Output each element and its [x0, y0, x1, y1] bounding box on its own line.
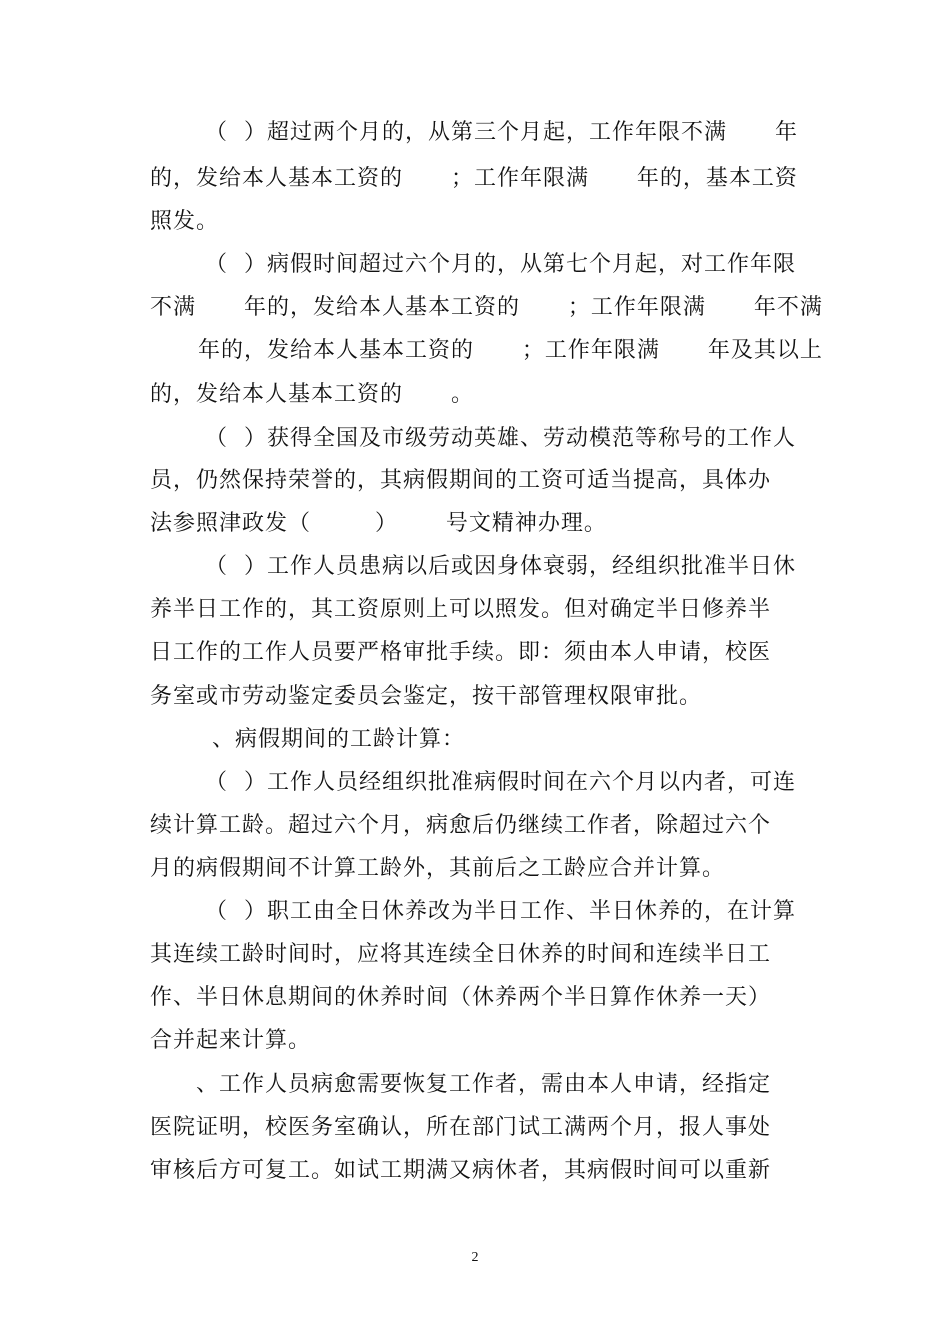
text-line: （ ）职工由全日休养改为半日工作、半日休养的，在计算 [205, 899, 796, 924]
text-line: 日工作的工作人员要严格审批手续。即：须由本人申请，校医 [150, 640, 772, 665]
text-line: 年的，发给本人基本工资的 ；工作年限满 年及其以上 [150, 338, 823, 363]
text-line: 作、半日休息期间的休养时间（休养两个半日算作休养一天） [150, 985, 772, 1010]
text-line: （ ）工作人员患病以后或因身体衰弱，经组织批准半日休 [205, 554, 796, 579]
text-line: 审核后方可复工。如试工期满又病休者，其病假时间可以重新 [150, 1158, 772, 1183]
text-line: （ ）超过两个月的，从第三个月起，工作年限不满 年 [205, 120, 798, 145]
section-heading: 、病假期间的工龄计算： [180, 727, 465, 752]
page-number: 2 [471, 1250, 479, 1265]
text-line: 、工作人员病愈需要恢复工作者，需由本人申请，经指定 [180, 1072, 771, 1097]
text-line: 法参照津政发（ ） 号文精神办理。 [150, 511, 607, 536]
text-line: 照发。 [150, 209, 220, 234]
text-line: 的，发给本人基本工资的 ；工作年限满 年的，基本工资 [150, 166, 798, 191]
text-line: 续计算工龄。超过六个月，病愈后仍继续工作者，除超过六个 [150, 813, 772, 838]
text-line: 养半日工作的，其工资原则上可以照发。但对确定半日修养半 [150, 597, 772, 622]
text-line: 不满 年的，发给本人基本工资的 ；工作年限满 年不满 [150, 295, 823, 320]
text-line: 务室或市劳动鉴定委员会鉴定，按干部管理权限审批。 [150, 684, 703, 709]
text-line: 其连续工龄时间时，应将其连续全日休养的时间和连续半日工 [150, 942, 772, 967]
text-line: 的，发给本人基本工资的 。 [150, 382, 474, 407]
text-line: （ ）获得全国及市级劳动英雄、劳动模范等称号的工作人 [205, 426, 796, 451]
text-line: （ ）病假时间超过六个月的，从第七个月起，对工作年限 [205, 252, 796, 277]
text-line: 月的病假期间不计算工龄外，其前后之工龄应合并计算。 [150, 856, 726, 881]
text-line: 员，仍然保持荣誉的，其病假期间的工资可适当提高，具体办 [150, 468, 772, 493]
text-line: 医院证明，校医务室确认，所在部门试工满两个月，报人事处 [150, 1115, 772, 1140]
text-line: （ ）工作人员经组织批准病假时间在六个月以内者，可连 [205, 770, 796, 795]
text-line: 合并起来计算。 [150, 1028, 312, 1053]
